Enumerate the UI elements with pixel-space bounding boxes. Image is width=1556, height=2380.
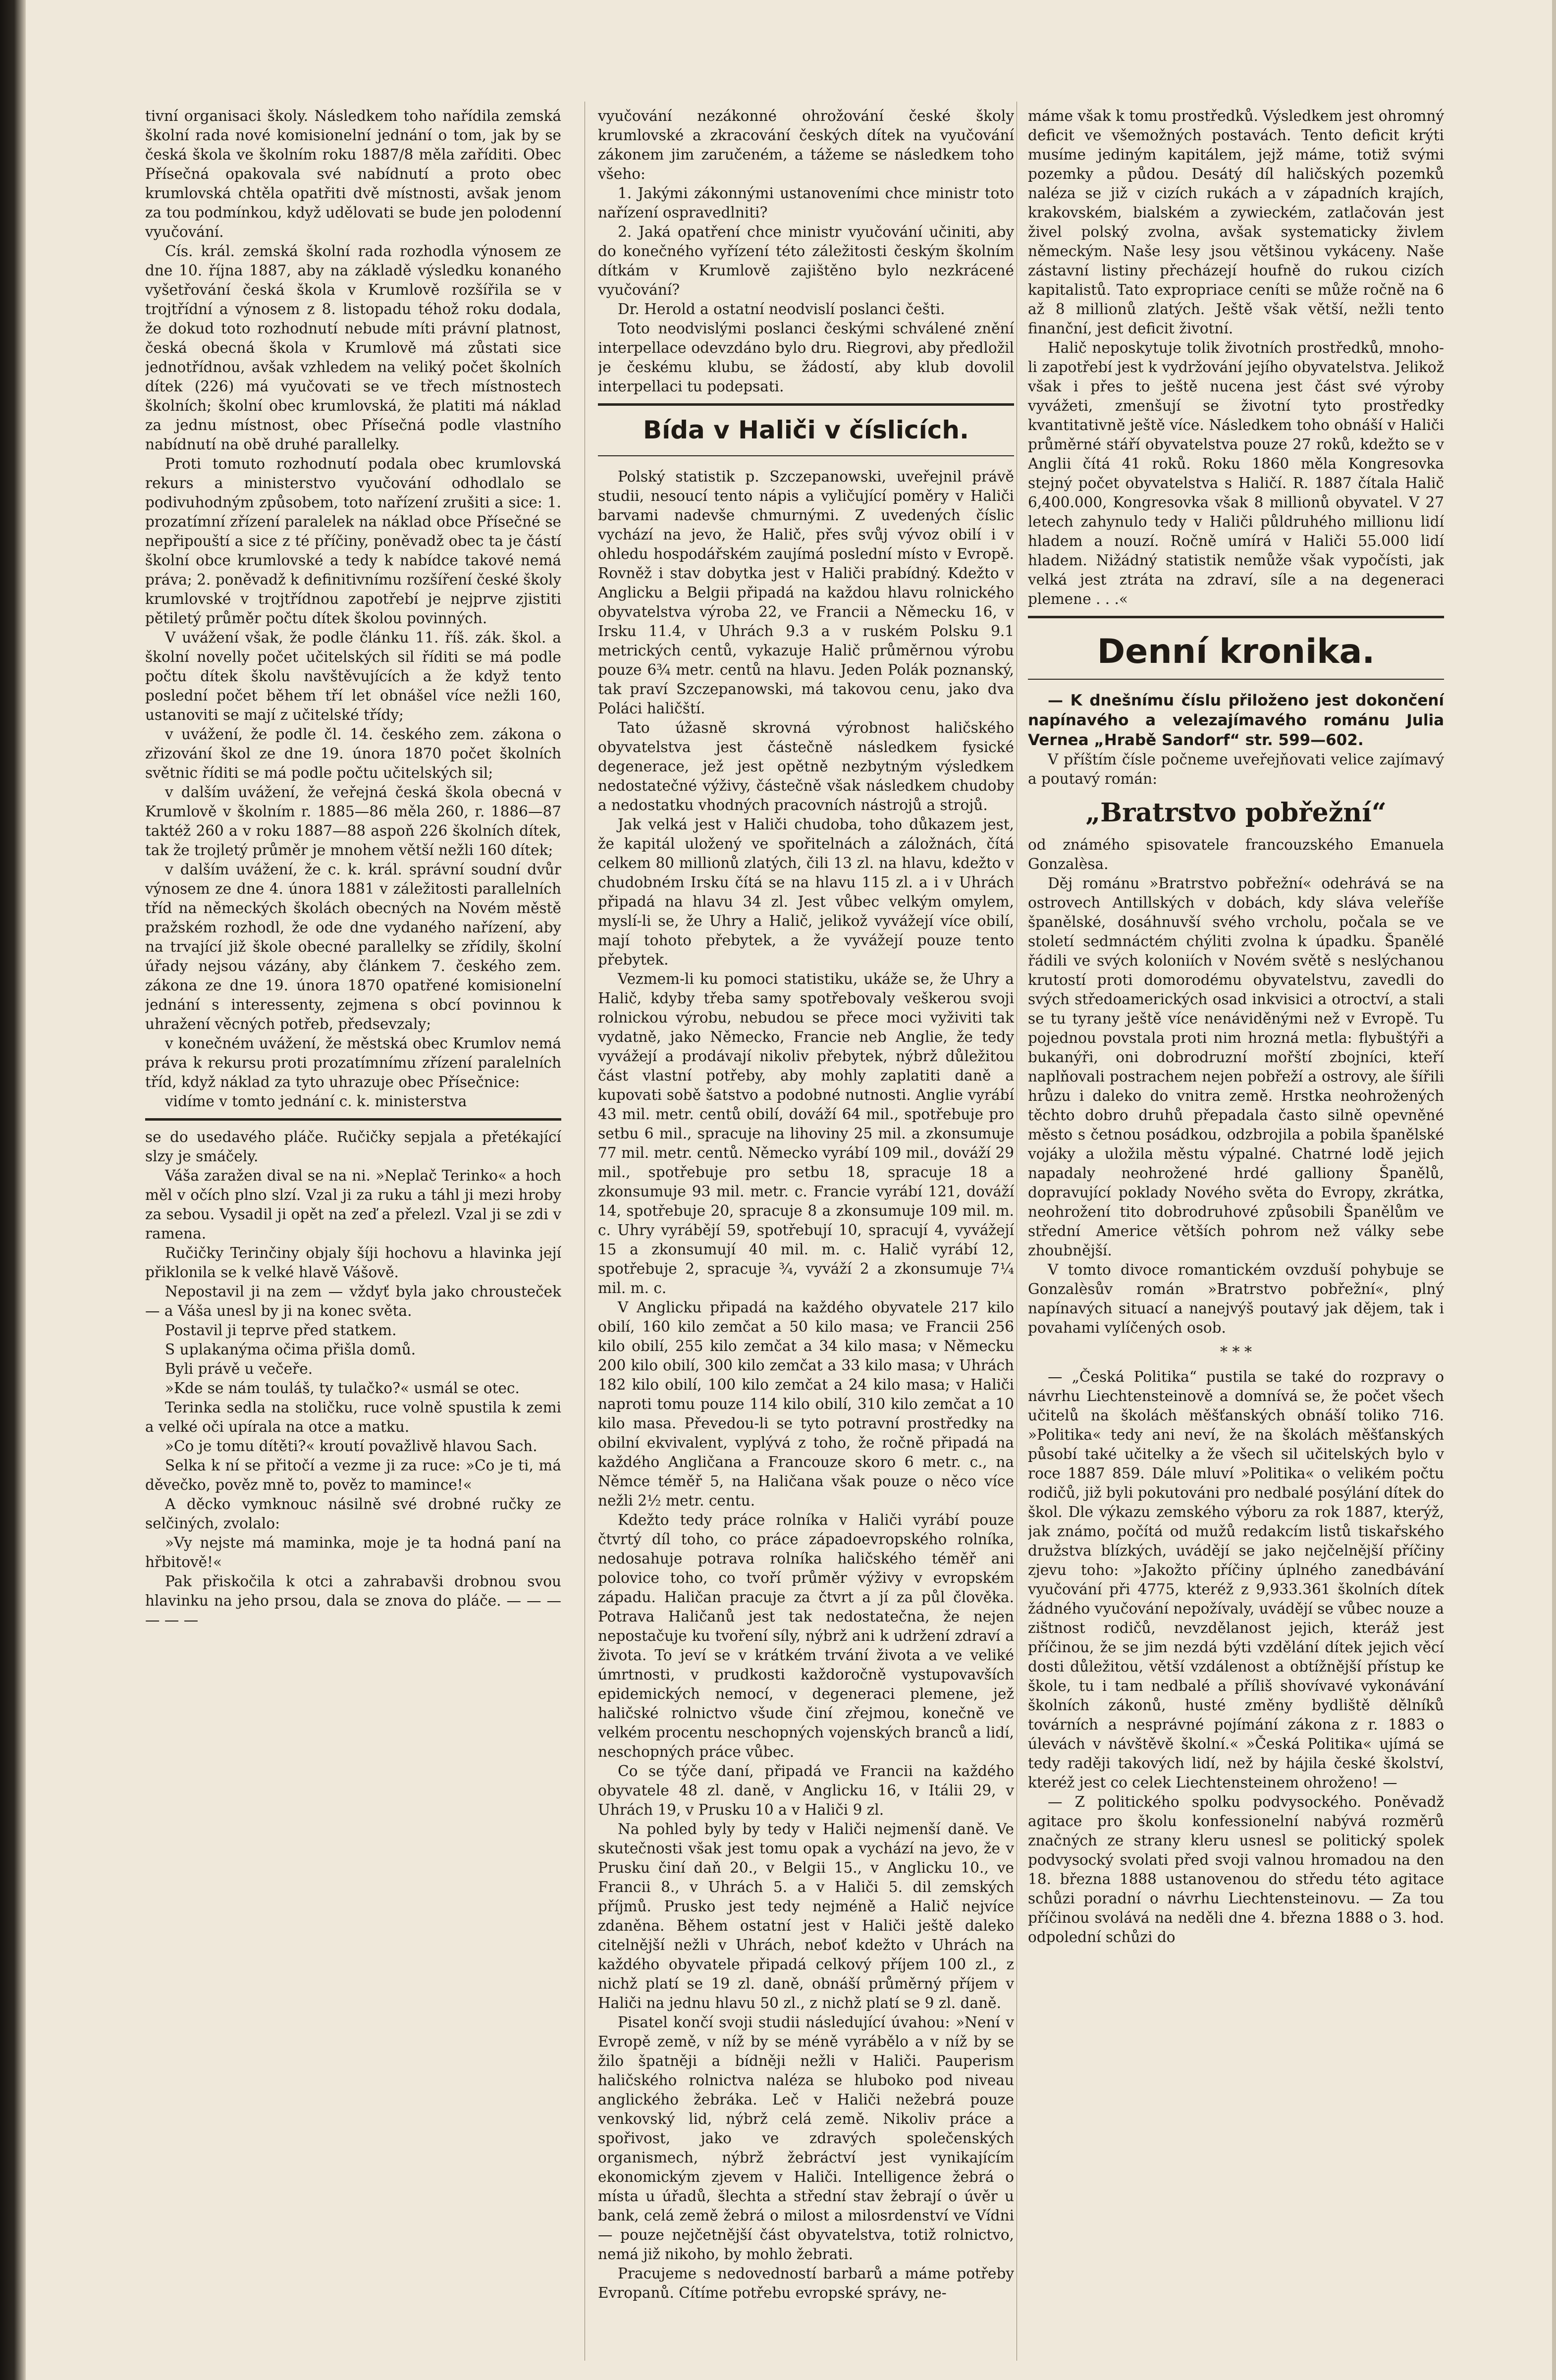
article-paragraph: od známého spisovatele francouzského Emanuela Gonzalèsa. <box>1028 836 1444 872</box>
heading-underline <box>1028 679 1444 680</box>
article-paragraph: V uvážení však, že podle článku 11. říš. zák. škol. a školní novelly počet učitelských sil říditi se má podle počtu dítek školu navštěvujících a že když tento poslední počet během tří let obnášel více nežli 160, ustanoviti se mají z učitelské třídy; <box>145 629 561 723</box>
article-paragraph: 2. Jaká opatření chce ministr vyučování učiniti, aby do konečného vyřízení této záležitosti českým školním dítkám v Krumlově zajištěno bylo nezkrácené vyučování? <box>598 223 1014 298</box>
asterism-divider: * * * <box>1220 1344 1252 1361</box>
article-paragraph: Jak velká jest v Haliči chudoba, toho důkazem jest, že kapitál uložený ve spořitelnách a záložnách, čítá celkem 80 millionů zlatých, čili 13 zl. na hlavu, kdežto v chudobném Irsku čítá se na hlavu 115 zl. a i v Uhrách připadá na hlavu 34 zl. Jest vůbec velkým omylem, myslí-li se, že Uhry a Halič, jelikož vyvážejí více obilí, mají tohoto přebytek, a že vyvážejí pouze tento přebytek. <box>598 816 1014 968</box>
feuilleton-paragraph: se do usedavého pláče. Ručičky sepjala a přetékající slzy je smáčely. <box>145 1129 561 1165</box>
feuilleton-paragraph: S uplakanýma očima přišla domů. <box>165 1341 416 1358</box>
article-paragraph: Tato úžasně skrovná výrobnost haličského obyvatelstva jest částečně následkem fysické degenerace, jež jest opětně nezbytným výsledkem nedostatečné výživy, částečně však následkem chudoby a nedostatku vhodných pracovních nástrojů a strojů. <box>598 719 1014 813</box>
article-paragraph: V příštím čísle počneme uveřejňovati velice zajímavý a poutavý román: <box>1028 751 1444 787</box>
article-paragraph: v dalším uvážení, že c. k. král. správní soudní dvůr výnosem ze dne 4. února 1881 v záležitosti parallelních tříd na německých školách obecných na Novém městě pražském rozhodl, že ode dne vydaného nařízení, aby na trvající již škole obecné parallelky se zřídily, školní úřady nejsou vázány, aby článkem 7. českého zem. zákona ze dne 19. února 1870 opatřené komisionelní jednání s interessenty, zejmena s obcí povinnou k uhražení věcných potřeb, předsevzaly; <box>145 861 561 1032</box>
article-paragraph: Proti tomuto rozhodnutí podala obec krumlovská rekurs a ministerstvo vyučování odhodlalo se podivuhodným způsobem, toto nařízení zrušiti a sice: 1. prozatímní zřízení paralelek na náklad obce Přísečné se nepřipouští a sice z té příčiny, poněvadž obec ta je částí školní obce krumlovské a tedy k nabídce takové nemá práva; 2. poněvadž k definitivnímu rozšíření české školy krumlovské v trojtřídnou zapotřebí je nejprve zjistiti pětiletý průměr počtu dítek školou povinných. <box>145 455 561 627</box>
article-paragraph: máme však k tomu prostředků. Výsledkem jest ohromný deficit ve všemožných postavách. Tento deficit krýti musíme jediným kapitálem, jejž máme, totiž svými pozemky a půdou. Desátý díl haličských pozemků naléza se již v cizích rukách a v západních krajích, krakovském, bialském a zywieckém, zatlačován jest živel polský zvolna, avšak systematicky živlem německým. Naše lesy jsou většinou vykáceny. Naše zástavní listiny přecházejí houfně do rukou cizích kapitalistů. Tato expropriace ceníti se může ročně na 6 až 8 millionů zlatých. Ještě však větší, nežli tento finanční, jest deficit životní. <box>1028 108 1444 337</box>
article-paragraph: Halič neposkytuje tolik životních prostředků, mnoho-li zapotřebí jest k vydržování jejího obyvatelstva. Jelikož však i přes to ještě nucena jest část své výroby vyvážeti, zmenšují se životní tyto prostředky kvantitativně ještě více. Následkem toho obnáší v Haliči průměrné stáří obyvatelstva pouze 27 roků, kdežto se v Anglii čítá 41 roků. Roku 1860 měla Kongresovka stejný počet obyvatelstva s Haličí. R. 1887 čítala Halič 6,400.000, Kongresovka však 8 millionů obyvatel. V 27 letech zahynulo tedy v Haliči půldruhého millionu lidí hladem a nouzí. Ročně umírá v Haliči 55.000 lidí hladem. Nižádný statistik nemůže však vypočísti, jak velká jest ztráta na zdraví, síle a na degeneraci plemene . . .« <box>1028 339 1444 607</box>
article-paragraph: Cís. král. zemská školní rada rozhodla výnosem ze dne 10. října 1887, aby na základě výsledku konaného vyšetřování česká škola v Krumlově rozšířila se v trojtřídní a výnosem z 8. listopadu téhož roku dodala, že dokud toto rozhodnutí nebude míti právní platnost, česká obecná škola v Krumlově má zůstati sice jednotřídnou, avšak vzhledem na veliký počet školních dítek (226) má vyučovati se ve třech místnostech školních; školní obec krumlovská, že platiti má náklad za jednu místnost, obec Přísečná podle vlastního nabídnutí na obě druhé parallelky. <box>145 243 561 453</box>
article-paragraph: v konečném uvážení, že městská obec Krumlov nemá práva k rekursu proti prozatímnímu zřízení paralelních tříd, když náklad za tyto uhrazuje obec Přísečnice: <box>145 1035 561 1090</box>
article-paragraph: Toto neodvislými poslanci českými schválené znění interpellace odevzdáno bylo dru. Riegrovi, aby předložil je českému klubu, se žádostí, aby klub dovolil interpellaci tu podepsati. <box>598 320 1014 395</box>
section-title-denni-kronika: Denní kronika. <box>1097 632 1375 671</box>
feuilleton-paragraph: »Kde se nám touláš, ty tulačko?« usmál se otec. <box>165 1380 520 1397</box>
scan-right-edge <box>1552 0 1556 2380</box>
feuilleton-paragraph: Byli právě u večeře. <box>165 1360 313 1377</box>
feuilleton-paragraph: Ručičky Terinčiny objaly šíji hochovu a hlavinka její přiklonila se k velké hlavě Vášově. <box>145 1244 561 1281</box>
article-paragraph: 1. Jakými zákonnými ustanoveními chce ministr toto nařízení ospravedlniti? <box>598 185 1014 221</box>
feuilleton-divider <box>145 1118 561 1121</box>
feuilleton-paragraph: Nepostavil ji na zem — vždyť byla jako chrousteček — a Váša unesl by ji na konec světa. <box>145 1283 561 1319</box>
feuilleton-paragraph: Pak přiskočila k otci a zahrabavši drobnou svou hlavinku na jeho prsou, dala se znova do pláče. — — — — — — <box>145 1573 561 1628</box>
feuilleton-paragraph: Selka k ní se přitočí a vezme ji za ruce: »Co je ti, má děvečko, pověz mně to, pověz to mamince!« <box>145 1457 561 1493</box>
notice-paragraph: — K dnešnímu číslu přiloženo jest dokončení napínavého a velezajímavého románu Julia Vernea „Hrabě Sandorf“ str. 599—602. <box>1028 692 1444 749</box>
article-paragraph: Vezmem-li ku pomoci statistiku, ukáže se, že Uhry a Halič, kdyby třeba samy spotřebovaly veškerou svoji rolnickou výrobu, nebudou se přece moci vyživiti tak vydatně, jako Německo, Francie neb Anglie, že tedy vyvážejí a prodávají nikoliv přebytek, nýbrž důležitou část vlastní potřeby, aby mohly zaplatiti daně a kupovati sobě šatstvo a podobné nutnosti. Anglie vyrábí 43 mil. metr. centů obilí, dováží 64 mil., spotřebuje pro setbu 6 mil., spracuje na lihoviny 25 mil. a zkonsumuje 77 mil. metr. centů. Německo vyrábí 109 mil., dováží 29 mil., spotřebuje pro setbu 18, spracuje 18 a zkonsumuje 93 mil. metr. c. Francie vyrábí 121, dováží 14, spotřebuje 20, spracuje 8 a zkonsumuje 109 mil. m. c. Uhry vyrábějí 59, spotřebují 10, spracují 4, vyvážejí 15 a zkonsumují 40 mil. m. c. Halič vyrábí 12, spotřebuje 2, spracuje ¾, vyváží 2 a zkonsumuje 7¼ mil. m. c. <box>598 971 1014 1297</box>
article-heading: Bída v Haliči v číslicích. <box>643 416 969 444</box>
novel-title: „Bratrstvo pobřežní“ <box>1085 798 1387 828</box>
article-signature: Dr. Herold a ostatní neodvislí poslanci češti. <box>618 301 945 318</box>
scan-dark-edge <box>0 0 26 2380</box>
feuilleton-paragraph: Postavil ji teprve před statkem. <box>165 1322 397 1339</box>
article-paragraph: vidíme v tomto jednání c. k. ministerstva <box>165 1093 467 1110</box>
article-paragraph: V tomto divoce romantickém ovzduší pohybuje se Gonzalèsův román »Bratrstvo pobřežní«, plný napínavých situací a nanejvýš poutavý jak dějem, tak i povahami vylíčených osob. <box>1028 1261 1444 1336</box>
column-2 <box>598 107 1014 2356</box>
column-1 <box>145 107 561 2356</box>
article-paragraph: Polský statistik p. Szczepanowski, uveřejnil právě studii, nesoucí tento nápis a vyličující poměry v Haliči barvami nadevše chmurnými. Z uvedených číslic vychází na jevo, že Halič, přes svůj vývoz obilí i v ohledu hospodářském zaujímá poslední místo v Evropě. Rovněž i stav dobytka jest v Haliči prabídný. Kdežto v Anglicku a Belgii připadá na každou hlavu rolnického obyvatelstva výroba 22, ve Francii a Německu 16, v Irsku 11.4, v Uhrách 9.3 a v ruském Polsku 9.1 metrických centů, vykazuje Halič průměrnou výrobu pouze 6¾ metr. centů na hlavu. Jeden Polák poznanský, tak praví Szczepanowski, má takovou cenu, jako dva Poláci haličští. <box>598 468 1014 717</box>
heading-underline <box>598 455 1014 456</box>
article-paragraph: — „Česká Politika“ pustila se také do rozpravy o návrhu Liechtensteinově a domnívá se, že počet všech učitelů na školách měšťanských obnáší toliko 716. »Politika« tedy ani neví, že na školách měšťanských působí také učitelky a že všech sil učitelských bylo v roce 1887 859. Dále mluví »Politika« o velikém počtu rodičů, již byli pokutováni pro nedbalé posýlání dítek do škol. Dle výkazu zemského výboru za rok 1887, kterýž, jak známo, počítá od mužů redakcím listů tiskařského družstva blízkých, uvádějí se jako nejčelnější příčiny zjevu toho: »Jakožto příčiny úplného zanedbávání vyučování při 4775, kteréž z 9,933.361 školních dítek žádného vyučování nepožívaly, uvádějí se vůbec nouze a zištnost rodičů, nevzdělanost jejich, kteráž jest příčinou, že se jim nezdá býti vzdělání dítek jejich věcí dosti důležitou, větší vzdálenost a obtížnější přístup ke škole, tu i tam nedbalé a příliš shovívavé vykonávání školních zákonů, husté změny bydliště dělníků továrních a nesprávné pojímání zákona z r. 1883 o úlevách v návštěvě školní.« »Česká Politika« ujímá se tedy raději takových lidí, než by hájila české školství, kteréž jest co celek Liechtensteinem ohroženo! — <box>1028 1368 1444 1791</box>
feuilleton-paragraph: »Co je tomu dítěti?« kroutí považlivě hlavou Sach. <box>165 1438 537 1455</box>
section-divider <box>598 403 1014 406</box>
article-paragraph: tivní organisaci školy. Následkem toho nařídila zemská školní rada nové komisionelní jednání o tom, jak by se česká škola ve školním roku 1887/8 měla zaříditi. Obec Přísečná opakovala své nabídnutí a proto obec krumlovská chtěla opatřiti dvě místnosti, avšak jenom za tou podmínkou, když udělovati se bude jen polodenní vyučování. <box>145 108 561 240</box>
section-divider <box>1028 616 1444 618</box>
article-paragraph: Pisatel končí svoji studii následující úvahou: »Není v Evropě země, v níž by se méně vyrábělo a v níž by se žilo špatněji a bídněji nežli v Haliči. Pauperism haličského rolnictva naléza se hluboko pod niveau anglického žebráka. Leč v Haliči nežebrá pouze venkovský lid, nýbrž celá země. Nikoliv práce a spořivost, jako ve zdravých společenských organismech, nýbrž žebráctví jest vynikajícím ekonomickým zjevem v Haliči. Intelligence žebrá o místa u úřadů, šlechta a střední stav žebrají o úvěr u bank, celá země žebrá o milost a milosrdenství ve Vídni — pouze nejčetnější část obyvatelstva, totiž rolnictvo, nemá již nikoho, by mohlo žebrati. <box>598 2014 1014 2263</box>
feuilleton-paragraph: Terinka sedla na stoličku, ruce volně spustila k zemi a velké oči upírala na otce a matku. <box>145 1399 561 1435</box>
article-paragraph: Co se týče daní, připadá ve Francii na každého obyvatele 48 zl. daně, v Anglicku 16, v Itálii 29, v Uhrách 19, v Prusku 10 a v Haliči 9 zl. <box>598 1763 1014 1818</box>
article-paragraph: Kdežto tedy práce rolníka v Haliči vyrábí pouze čtvrtý díl toho, co práce západoevropského rolníka, nedosahuje potrava rolníka haličského téměř ani polovice toho, co tvoří průměr výživy v evropském západu. Haličan pracuje za čtvrt a jí za půl člověka. Potrava Haličanů jest tak nedostatečna, že nejen nepostačuje ku tvoření síly, nýbrž ani k udržení zdraví a života. To jeví se v krátkém trvání života a ve veliké úmrtnosti, v prudkosti každoročně vystupovavších epidemických nemocí, v degeneraci plemene, jež haličské rolnictvo všude činí zřejmou, konečně ve velkém procentu neschopných vojenských branců a lidí, neschopných práce vůbec. <box>598 1512 1014 1760</box>
column-3 <box>1028 107 1444 2356</box>
article-paragraph: Na pohled byly by tedy v Haliči nejmenší daně. Ve skutečnosti však jest tomu opak a vychází na jevo, že v Prusku činí daň 20., v Belgii 15., v Anglicku 10., ve Francii 8., v Uhrách 5. a v Haliči 5. dil zemských příjmů. Prusko jest tedy nejméně a Halič nejvíce zdaněna. Během ostatní jest v Haliči ještě daleko citelnější nežli v Uhrách, neboť kdežto v Uhrách na každého obyvatele připadá celkový příjem 100 zl., z nichž platí se 19 zl. daně, obnáší průměrný příjem v Haliči na jednu hlavu 50 zl., z nichž platí se 9 zl. daně. <box>598 1821 1014 2011</box>
feuilleton-paragraph: »Vy nejste má maminka, moje je ta hodná paní na hřbitově!« <box>145 1534 561 1570</box>
feuilleton-paragraph: Váša zaražen dival se na ni. »Neplač Terinko« a hoch měl v očích plno slzí. Vzal ji za ruku a táhl ji mezi hroby za sebou. Vysadil ji opět na zeď a přelezl. Vzal ji se zdi v ramena. <box>145 1167 561 1242</box>
article-paragraph: Pracujeme s nedovedností barbarů a máme potřeby Evropanů. Cítíme potřebu evropské správy, ne- <box>598 2265 1014 2301</box>
feuilleton-paragraph: A děcko vymknouc násilně své drobné ručky ze selčiných, zvolalo: <box>145 1496 561 1532</box>
article-paragraph: Děj románu »Bratrstvo pobřežní« odehrává se na ostrovech Antillských v dobách, kdy sláva veleříše španělské, dosáhnuvší svého vrcholu, počala se ve století sedmnáctém chýliti zvolna k úpadku. Španělé řádili ve svých koloniích v Novém světě s neslýchanou krutostí proti domorodému obyvatelstvu, zavedli do svých středoamerických osad inkvisici a otroctví, a stali se tu tyrany ještě více nenáviděnými než v Evropě. Tu pojednou povstala proti nim hrozná metla: flybuštýři a bukanýři, oni dobrodruzní mořští zbojníci, kteří naplňovali postrachem nejen pobřeží a ostrovy, ale šířili hrůzu i daleko do vnitra země. Hrstka neohrožených těchto dobro druhů přepadala často silně opevněné město s četnou posádkou, odzbrojila a pobila španělské vojáky a uložila městu výpalné. Chatrné lodě jejich napadaly neohrožené hrdé galliony Španělů, dopravující poklady Nového světa do Evropy, zkrátka, neohrožení tito dobrodruhové způsobili Španělům ve střední Americe větších pohrom než války sebe zhoubnější. <box>1028 875 1444 1259</box>
article-paragraph: v dalším uvážení, že veřejná česká škola obecná v Krumlově v školním r. 1885—86 měla 260, r. 1886—87 taktéž 260 a v roku 1887—88 aspoň 226 školních dítek, tak že trojletý průměr je mnohem větší nežli 160 dítek; <box>145 784 561 859</box>
article-paragraph: v uvážení, že podle čl. 14. českého zem. zákona o zřizování škol ze dne 19. února 1870 počet školních světnic říditi se má podle počtu učitelských sil; <box>145 726 561 781</box>
article-paragraph: vyučování nezákonné ohrožování české školy krumlovské a zkracování českých dítek na vyučování zákonem jim zaručeném, a tážeme se následkem toho všeho: <box>598 108 1014 182</box>
article-paragraph: V Anglicku připadá na každého obyvatele 217 kilo obilí, 160 kilo zemčat a 50 kilo masa; ve Francii 256 kilo obilí, 255 kilo zemčat a 34 kilo masa; v Německu 200 kilo obilí, 300 kilo zemčat a 33 kilo masa; v Uhrách 182 kilo obilí, 100 kilo zemčat a 24 kilo masa; v Haliči naproti tomu pouze 114 kilo obilí, 310 kilo zemčat a 10 kilo masa. Převedou-li se tyto potravní prostředky na obilní ekvivalent, vyplývá z toho, že ročně připadá na každého Angličana a Francouze skoro 6 metr. c., na Němce téměř 5, na Haličana však pouze o něco více nežli 2½ metr. centu. <box>598 1299 1014 1509</box>
article-paragraph: — Z politického spolku podvysockého. Poněvadž agitace pro školu konfessionelní nabývá rozměrů značných ze strany kleru usnesl se politický spolek podvysocký svolati před svoji valnou hromadou na den 18. března 1888 ustanovenou do středu této agitace schůzi poradní o návrhu Liechtensteinovu. — Za tou příčinou svolává na neděli dne 4. března 1888 o 3. hod. odpolední schůzi do <box>1028 1793 1444 1946</box>
